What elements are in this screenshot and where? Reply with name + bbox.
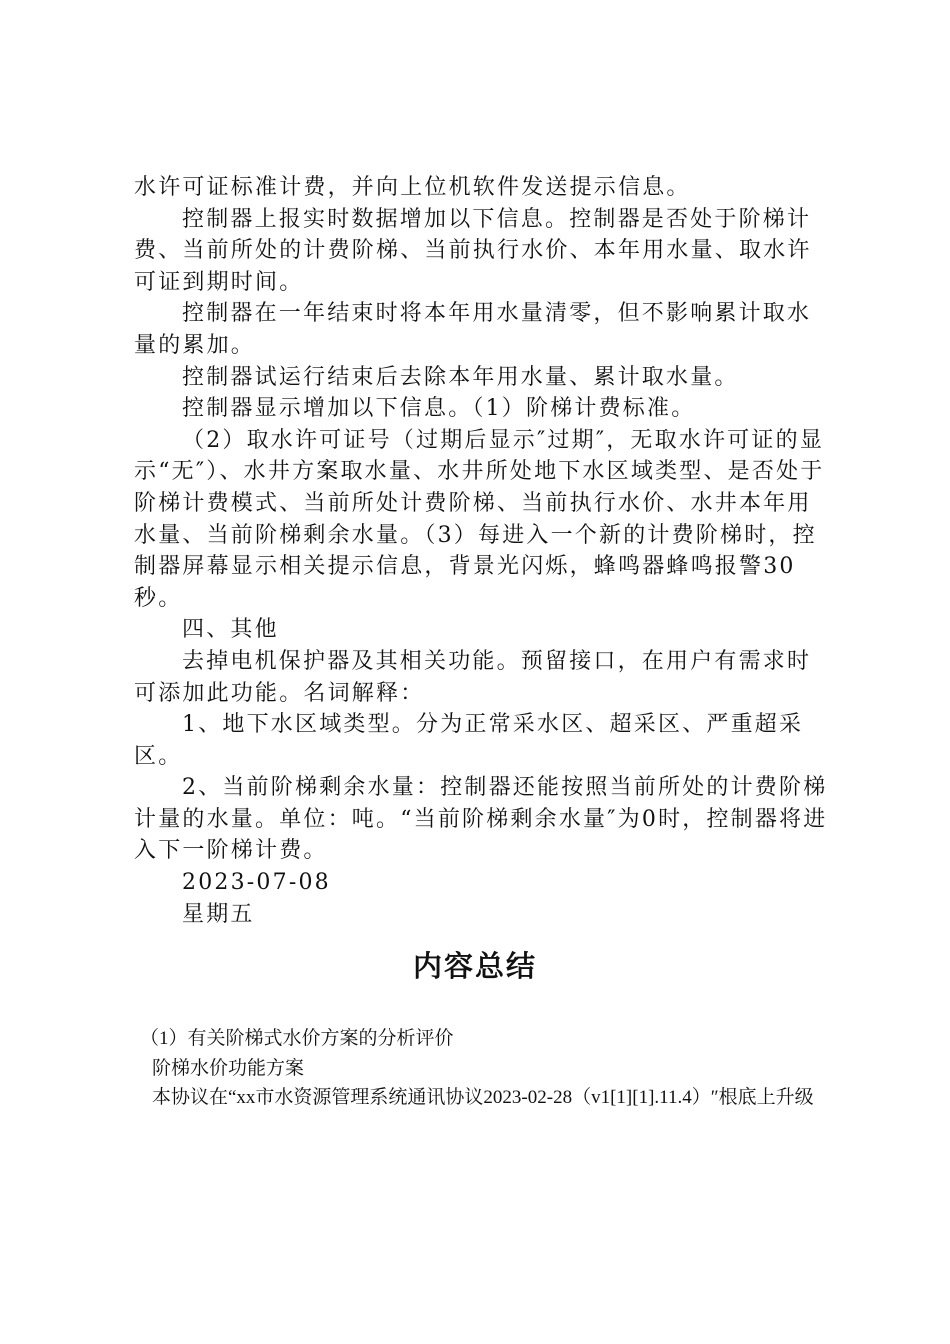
paragraph-display-details: （2）取水许可证号（过期后显示″过期″，无取水许可证的显示“无″）、水井方案取水量、水井所处地下水区域类型、是否处于阶梯计费模式、当前所处计费阶梯、当前执行水价、水井本年用水量、当前阶梯剩余水量。（3）每进入一个新的计费阶梯时，控制器屏幕显示相关提示信息，背景光闪烁，蜂鸣器蜂鸣报警30秒。 <box>134 427 825 611</box>
document-date: 2023-07-08 <box>182 870 331 896</box>
paragraph-trial-run: 控制器试运行结束后去除本年用水量、累计取水量。 <box>182 364 739 390</box>
paragraph-realtime-data: 控制器上报实时数据增加以下信息。控制器是否处于阶梯计费、当前所处的计费阶梯、当前执行水价、本年用水量、取水许可证到期时间。 <box>134 206 812 295</box>
paragraph-term-2: 2、当前阶梯剩余水量：控制器还能按照当前所处的计费阶梯计量的水量。单位：吨。“当前阶梯剩余水量″为0时，控制器将进入下一阶梯计费。 <box>134 775 828 864</box>
section-heading-other: 四、其他 <box>182 617 279 643</box>
summary-line-1: （1）有关阶梯式水价方案的分析评价 <box>140 1028 454 1049</box>
paragraph-continuation: 水许可证标准计费，并向上位机软件发送提示信息。 <box>134 175 691 200</box>
body-text <box>134 172 828 930</box>
paragraph-motor-protector: 去掉电机保护器及其相关功能。预留接口，在用户有需求时可添加此功能。名词解释： <box>134 648 812 706</box>
paragraph-display-info: 控制器显示增加以下信息。（1）阶梯计费标准。 <box>182 396 696 422</box>
paragraph-annual-reset: 控制器在一年结束时将本年用水量清零，但不影响累计取水量的累加。 <box>134 301 812 358</box>
document-weekday: 星期五 <box>182 901 255 927</box>
summary-line-3: 本协议在“xx市水资源管理系统通讯协议2023-02-28（v1[1][1].11.4）″根底上升级 <box>152 1087 814 1108</box>
summary-body <box>140 1024 830 1113</box>
summary-line-2: 阶梯水价功能方案 <box>152 1057 305 1079</box>
paragraph-term-1: 1、地下水区域类型。分为正常采水区、超采区、严重超采区。 <box>134 712 804 769</box>
summary-title: 内容总结 <box>412 949 537 983</box>
